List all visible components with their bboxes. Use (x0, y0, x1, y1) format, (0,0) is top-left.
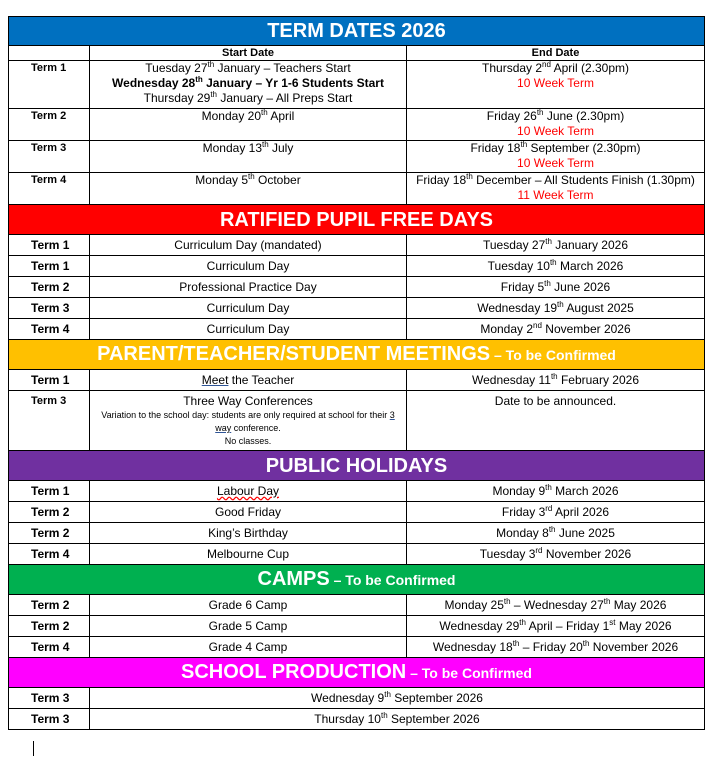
holiday-row (9, 544, 705, 565)
term-label: Term 2 (9, 109, 90, 141)
meetings-header (9, 340, 705, 370)
production-title: SCHOOL PRODUCTION (181, 661, 407, 683)
event-date: Monday 25th – Wednesday 27th May 2026 (407, 595, 705, 616)
term-label: Term 3 (9, 141, 90, 173)
production-row (9, 688, 705, 709)
event-date: Wednesday 29th April – Friday 1st May 2026 (407, 616, 705, 637)
term-label: Term 1 (9, 235, 90, 256)
term-row-4 (9, 173, 705, 205)
event-date: Thursday 10th September 2026 (90, 709, 705, 730)
term-label: Term 1 (9, 481, 90, 502)
event-date: Wednesday 19th August 2025 (407, 298, 705, 319)
event-name: Grade 4 Camp (90, 637, 407, 658)
event-date: Tuesday 27th January 2026 (407, 235, 705, 256)
production-row (9, 709, 705, 730)
pupil-free-row (9, 256, 705, 277)
end-date-cell: Friday 26th June (2.30pm) 10 Week Term (407, 109, 705, 141)
pupil-free-header (9, 205, 705, 235)
camp-row (9, 616, 705, 637)
event-name: Curriculum Day (90, 298, 407, 319)
holiday-row (9, 502, 705, 523)
event-date: Friday 3rd April 2026 (407, 502, 705, 523)
camps-subtitle: – To be Confirmed (329, 572, 456, 588)
term-label: Term 4 (9, 173, 90, 205)
end-date-cell: Thursday 2nd April (2.30pm) 10 Week Term (407, 61, 705, 109)
term-label: Term 4 (9, 544, 90, 565)
conference-note: Variation to the school day: students are only required at school for their 3 way conference. (101, 410, 395, 433)
term-label: Term 1 (9, 256, 90, 277)
pupil-free-row (9, 235, 705, 256)
term-dates-document (8, 16, 704, 730)
week-count: 10 Week Term (517, 124, 594, 138)
event-date: Monday 2nd November 2026 (407, 319, 705, 340)
event-date: Monday 8th June 2025 (407, 523, 705, 544)
meetings-subtitle: – To be Confirmed (490, 347, 616, 363)
term-label: Term 2 (9, 277, 90, 298)
text-cursor (33, 741, 34, 756)
event-name: Labour Day (90, 481, 407, 502)
term-label: Term 4 (9, 637, 90, 658)
column-header-start: Start Date (90, 46, 407, 61)
pupil-free-row (9, 277, 705, 298)
start-date-cell: Tuesday 27th January – Teachers Start Wednesday 28th January – Yr 1-6 Students Start Thursday 29th January – All Preps Start (90, 61, 407, 109)
end-date-cell: Friday 18th September (2.30pm) 10 Week Term (407, 141, 705, 173)
camps-title: CAMPS (257, 568, 330, 590)
event-name: Good Friday (90, 502, 407, 523)
calendar-table (8, 16, 705, 730)
term-label: Term 2 (9, 502, 90, 523)
event-name: Curriculum Day (mandated) (90, 235, 407, 256)
camp-row (9, 595, 705, 616)
term-label: Term 3 (9, 298, 90, 319)
holidays-header (9, 451, 705, 481)
meetings-row (9, 370, 705, 391)
term-row-3 (9, 141, 705, 173)
event-date: Tuesday 10th March 2026 (407, 256, 705, 277)
event-date: Wednesday 11th February 2026 (407, 370, 705, 391)
term-row-1 (9, 61, 705, 109)
week-count: 10 Week Term (517, 156, 594, 170)
start-date-cell: Monday 5th October (90, 173, 407, 205)
term-label: Term 3 (9, 391, 90, 451)
production-subtitle: – To be Confirmed (406, 665, 532, 681)
event-name: Professional Practice Day (90, 277, 407, 298)
column-header-blank (9, 46, 90, 61)
holiday-row (9, 481, 705, 502)
term-dates-header (9, 17, 705, 46)
term-label: Term 4 (9, 319, 90, 340)
term-row-2 (9, 109, 705, 141)
term-label: Term 2 (9, 616, 90, 637)
term-label: Term 1 (9, 370, 90, 391)
holidays-title: PUBLIC HOLIDAYS (9, 451, 705, 481)
camp-row (9, 637, 705, 658)
event-date: Friday 5th June 2026 (407, 277, 705, 298)
term-label: Term 2 (9, 523, 90, 544)
event-name: Meet the Teacher (90, 370, 407, 391)
event-date: Wednesday 18th – Friday 20th November 2026 (407, 637, 705, 658)
start-date-cell: Monday 20th April (90, 109, 407, 141)
production-header (9, 658, 705, 688)
pupil-free-title: RATIFIED PUPIL FREE DAYS (9, 205, 705, 235)
camps-header (9, 565, 705, 595)
column-header-end: End Date (407, 46, 705, 61)
meetings-title: PARENT/TEACHER/STUDENT MEETINGS (97, 343, 491, 365)
event-name: Curriculum Day (90, 256, 407, 277)
term-dates-title: TERM DATES 2026 (9, 17, 705, 46)
pupil-free-row (9, 298, 705, 319)
event-name: Grade 6 Camp (90, 595, 407, 616)
column-header-row (9, 46, 705, 61)
term-label: Term 2 (9, 595, 90, 616)
holiday-row (9, 523, 705, 544)
event-name: King’s Birthday (90, 523, 407, 544)
pupil-free-row (9, 319, 705, 340)
event-name: Melbourne Cup (90, 544, 407, 565)
start-date-cell: Monday 13th July (90, 141, 407, 173)
event-date: Wednesday 9th September 2026 (90, 688, 705, 709)
event-name: Grade 5 Camp (90, 616, 407, 637)
event-date: Tuesday 3rd November 2026 (407, 544, 705, 565)
term-label: Term 1 (9, 61, 90, 109)
week-count: 10 Week Term (517, 76, 594, 90)
event-name: Three Way Conferences Variation to the school day: students are only required at school for their 3 way conference. No classes. (90, 391, 407, 451)
event-name: Curriculum Day (90, 319, 407, 340)
end-date-cell: Friday 18th December – All Students Finish (1.30pm) 11 Week Term (407, 173, 705, 205)
meetings-row (9, 391, 705, 451)
week-count: 11 Week Term (517, 188, 594, 202)
term-label: Term 3 (9, 688, 90, 709)
event-date: Monday 9th March 2026 (407, 481, 705, 502)
term-label: Term 3 (9, 709, 90, 730)
event-date: Date to be announced. (407, 391, 705, 451)
